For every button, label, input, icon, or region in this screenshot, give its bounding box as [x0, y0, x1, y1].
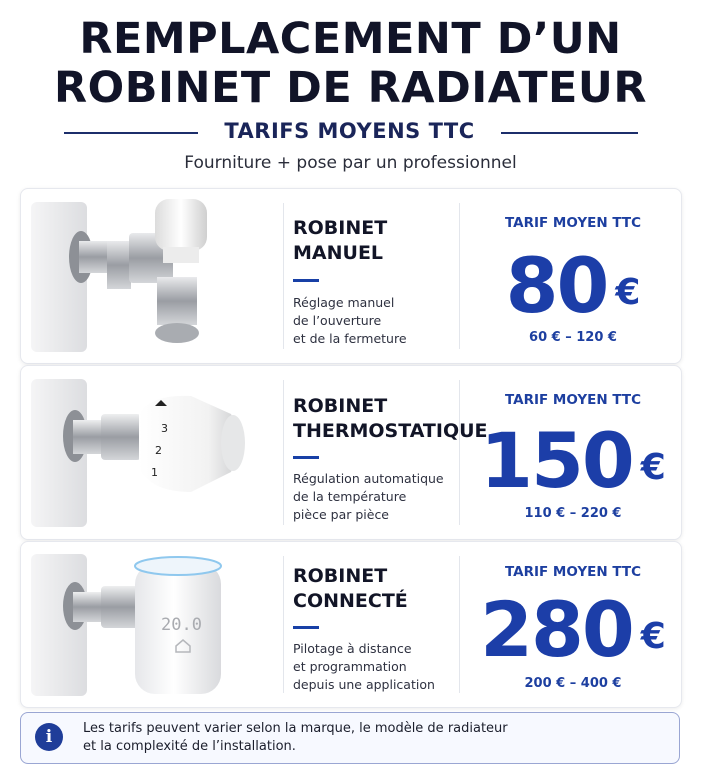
- notice-line-2: et la complexité de l’installation.: [83, 739, 296, 754]
- price-notice: [20, 712, 680, 764]
- price-amount: 80: [505, 241, 608, 330]
- subtitle: TARIFS MOYENS TTC: [224, 119, 475, 143]
- card-divider: [283, 203, 284, 349]
- manual-valve-image: [31, 197, 269, 355]
- product-desc-line-3: depuis une application: [293, 677, 435, 692]
- product-name-line-1: ROBINET: [293, 395, 388, 417]
- card-divider: [459, 380, 460, 525]
- product-desc-line-3: et de la fermeture: [293, 331, 407, 346]
- temperature-display: 20.0: [161, 615, 202, 635]
- price-label: TARIF MOYEN TTC: [504, 564, 641, 580]
- notice-line-1: Les tarifs peuvent varier selon la marque, le modèle de radiateur: [83, 721, 508, 736]
- currency-symbol: €: [640, 447, 666, 488]
- price-label: TARIF MOYEN TTC: [504, 392, 641, 408]
- notice-text: [83, 720, 508, 756]
- accent-dash: [293, 626, 319, 629]
- dial-mark: 2: [155, 444, 162, 457]
- card-divider: [283, 380, 284, 525]
- price-range: 200 € – 400 €: [524, 676, 622, 691]
- thermostatic-valve-image: [31, 374, 269, 531]
- product-desc-line-1: Régulation automatique: [293, 471, 444, 486]
- currency-symbol: €: [640, 616, 666, 657]
- product-desc-line-2: et programmation: [293, 659, 407, 674]
- product-name-line-2: CONNECTÉ: [293, 590, 408, 612]
- price-label: TARIF MOYEN TTC: [504, 215, 641, 231]
- subtitle-row: [0, 117, 701, 147]
- product-name-line-2: MANUEL: [293, 242, 384, 264]
- accent-dash: [293, 456, 319, 459]
- page-title-line-1: REMPLACEMENT D’UN: [79, 14, 622, 64]
- product-desc-line-3: pièce par pièce: [293, 507, 390, 522]
- info-icon: i: [35, 723, 63, 751]
- accent-dash: [293, 279, 319, 282]
- page-title-line-2: ROBINET DE RADIATEUR: [54, 63, 647, 113]
- card-divider: [459, 556, 460, 693]
- currency-symbol: €: [615, 272, 641, 313]
- product-name-line-1: ROBINET: [293, 217, 388, 239]
- product-desc-line-2: de la température: [293, 489, 407, 504]
- card-divider: [283, 556, 284, 693]
- card-divider: [459, 203, 460, 349]
- price-amount: 150: [480, 416, 633, 505]
- product-name-line-1: ROBINET: [293, 565, 388, 587]
- product-desc-line-1: Pilotage à distance: [293, 641, 412, 656]
- price-amount: 280: [480, 585, 633, 674]
- price-card-connected: [20, 541, 682, 708]
- subtitle-rule-right: [501, 132, 638, 134]
- product-desc-line-1: Réglage manuel: [293, 295, 395, 310]
- product-name-line-2: THERMOSTATIQUE: [293, 420, 488, 442]
- tagline: Fourniture + pose par un professionnel: [184, 153, 517, 173]
- price-value: [461, 585, 685, 674]
- price-card-manual: [20, 188, 682, 364]
- product-desc-line-2: de l’ouverture: [293, 313, 382, 328]
- price-value: [461, 416, 685, 505]
- smart-valve-image: [31, 550, 269, 699]
- dial-mark: 1: [151, 466, 158, 479]
- price-value: [461, 241, 685, 330]
- subtitle-rule-left: [64, 132, 198, 134]
- price-range: 60 € – 120 €: [529, 330, 617, 345]
- dial-mark: 3: [161, 422, 168, 435]
- price-card-thermostatic: [20, 365, 682, 540]
- price-range: 110 € – 220 €: [524, 506, 622, 521]
